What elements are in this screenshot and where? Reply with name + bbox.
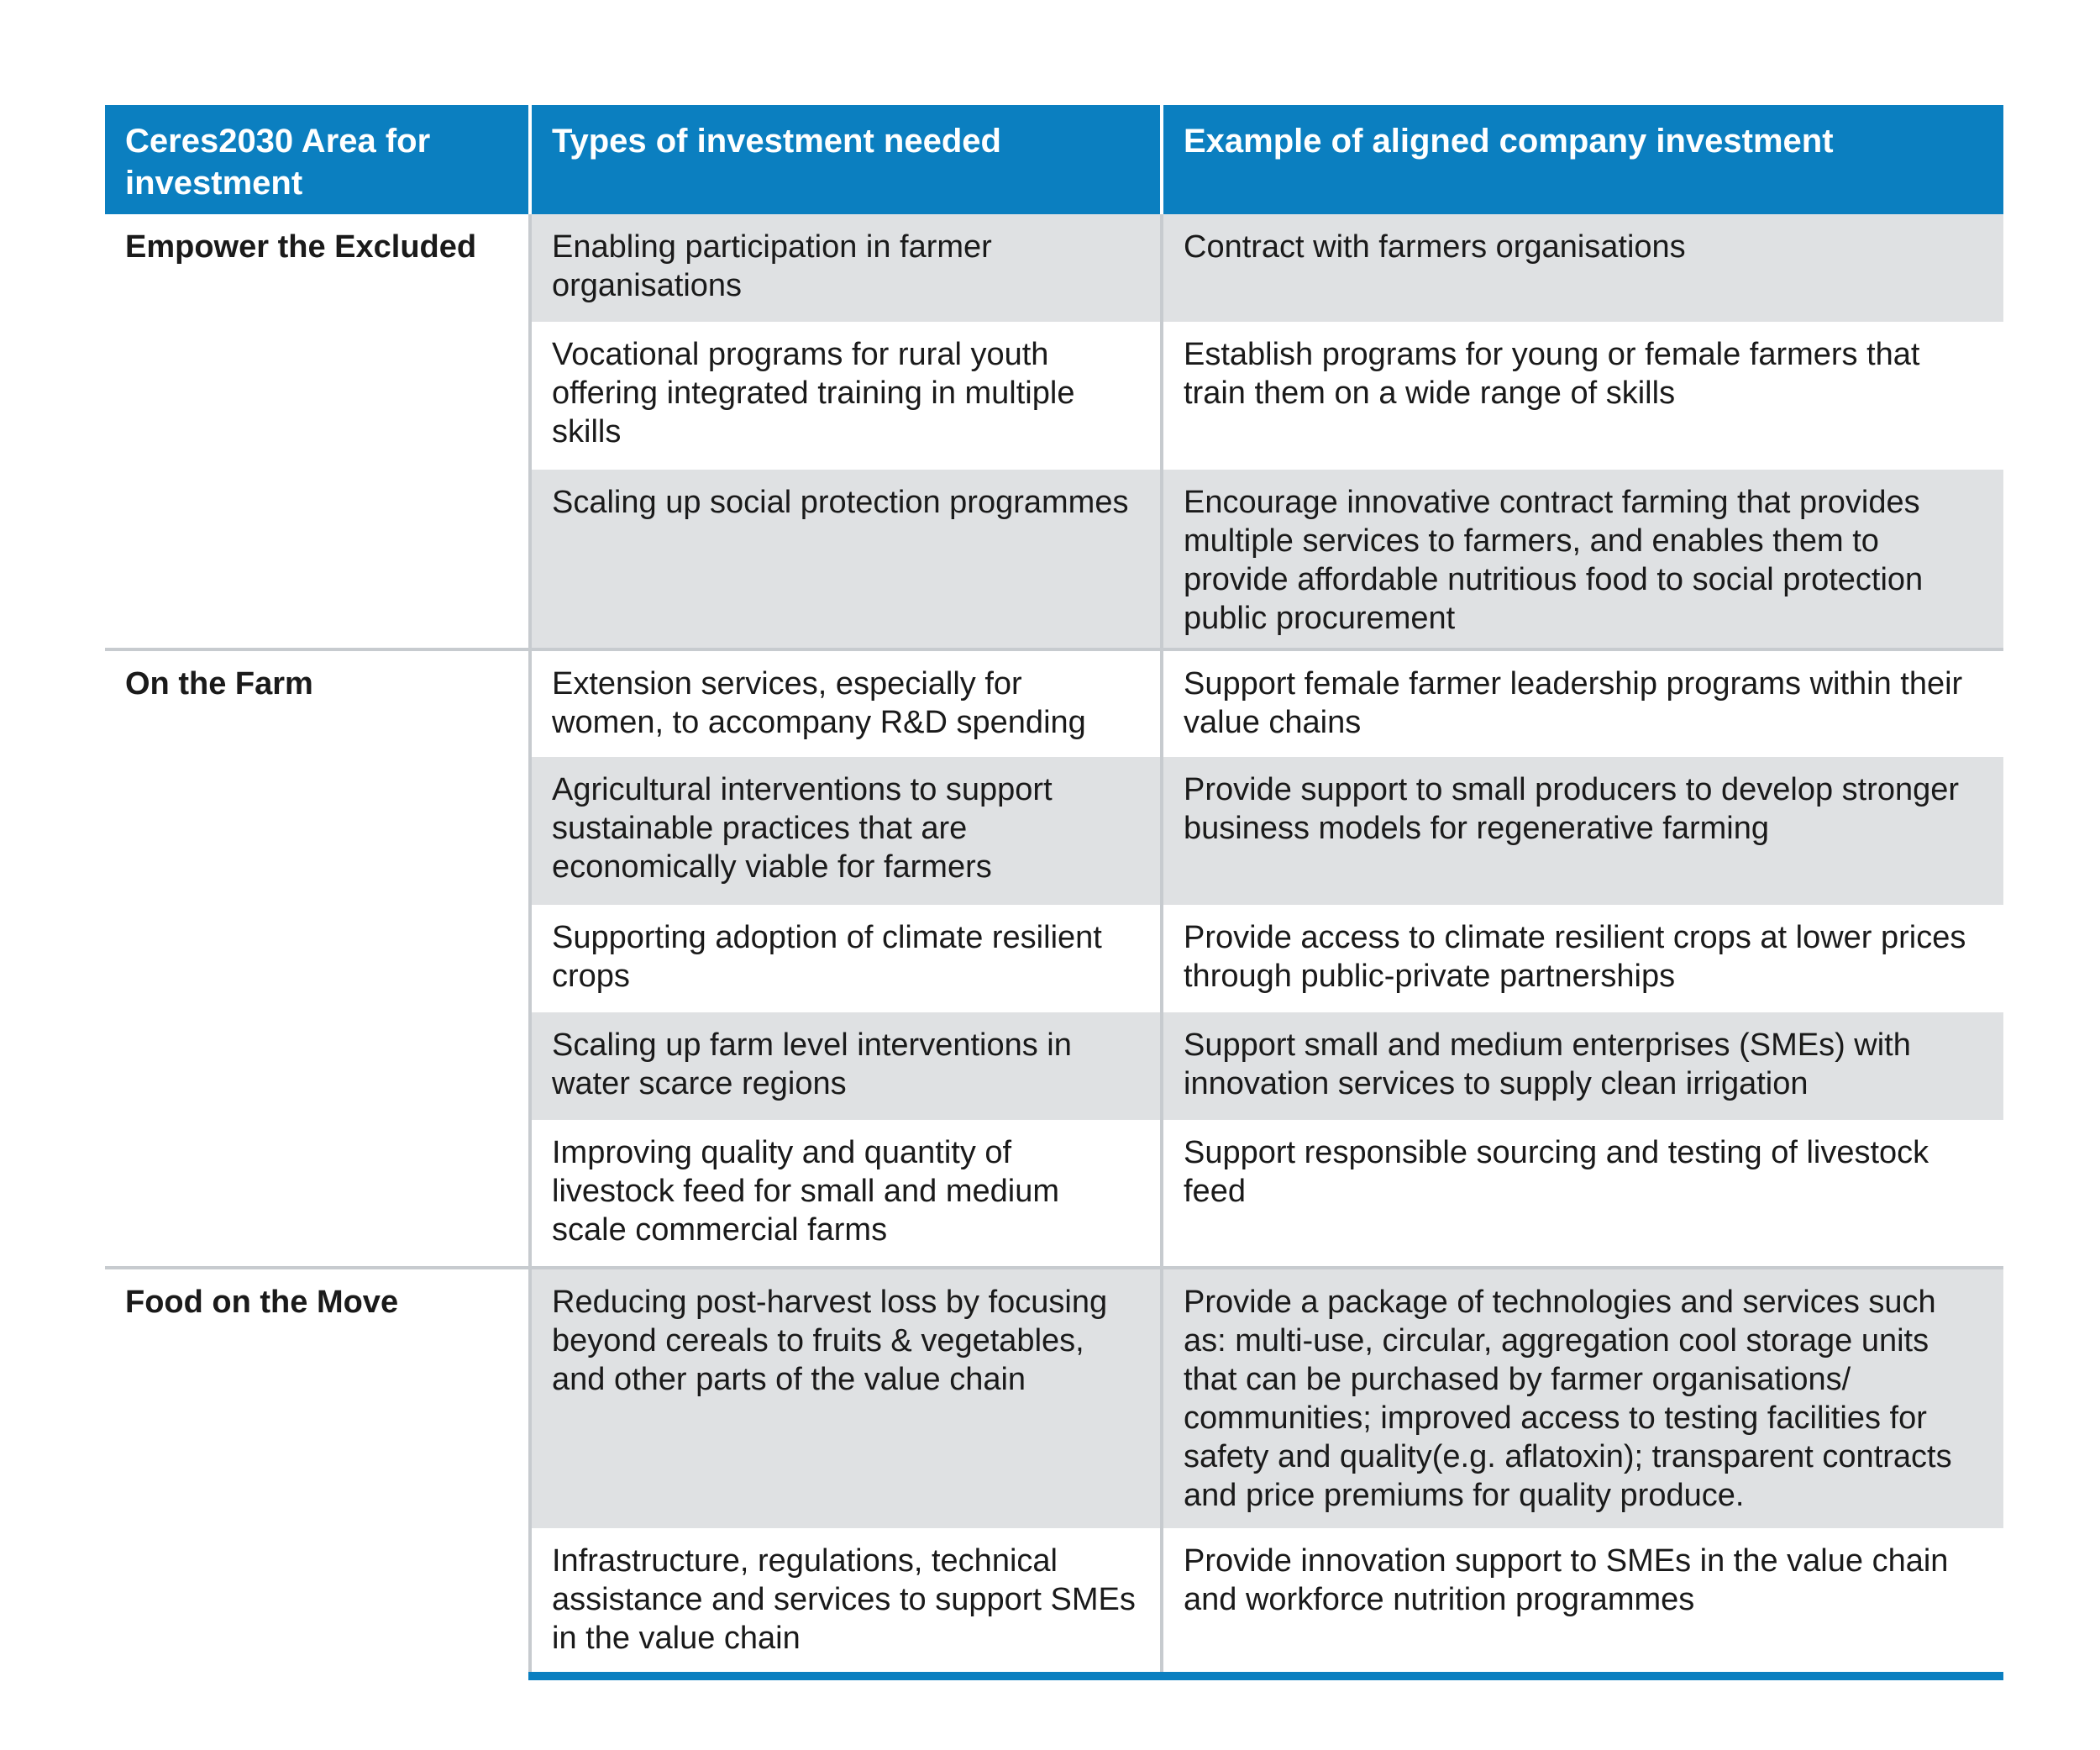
investment-cell: Infrastructure, regulations, technical assistance and services to support SMEs in the value chain <box>530 1528 1162 1676</box>
table-row <box>105 214 2003 322</box>
example-cell: Provide access to climate resilient crops at lower prices through public-private partnerships <box>1162 905 2003 1012</box>
example-cell: Support responsible sourcing and testing of livestock feed <box>1162 1120 2003 1268</box>
investment-table <box>105 105 2003 1680</box>
example-cell: Provide a package of technologies and services such as: multi-use, circular, aggregation cool storage units that can be purchased by farmer organisations/ communities; improved access to testing facilities for safety and quality(e.g. aflatoxin); transparent contracts and price premiums for quality produce. <box>1162 1268 2003 1528</box>
example-cell: Provide support to small producers to develop stronger business models for regenerative farming <box>1162 757 2003 905</box>
header-investment-types: Types of investment needed <box>530 105 1162 214</box>
investment-table-container <box>105 105 2003 1680</box>
header-company-example: Example of aligned company investment <box>1162 105 2003 214</box>
table-row <box>105 1268 2003 1528</box>
investment-cell: Agricultural interventions to support sustainable practices that are economically viable for farmers <box>530 757 1162 905</box>
header-area: Ceres2030 Area for investment <box>105 105 530 214</box>
example-cell: Establish programs for young or female farmers that train them on a wide range of skills <box>1162 322 2003 470</box>
investment-cell: Scaling up farm level interventions in water scarce regions <box>530 1012 1162 1120</box>
investment-cell: Extension services, especially for women, to accompany R&D spending <box>530 649 1162 757</box>
area-cell: Empower the Excluded <box>105 214 530 649</box>
area-cell: On the Farm <box>105 649 530 1268</box>
investment-cell: Improving quality and quantity of livestock feed for small and medium scale commercial farms <box>530 1120 1162 1268</box>
investment-cell: Enabling participation in farmer organisations <box>530 214 1162 322</box>
area-cell: Food on the Move <box>105 1268 530 1676</box>
example-cell: Provide innovation support to SMEs in the value chain and workforce nutrition programmes <box>1162 1528 2003 1676</box>
example-cell: Support female farmer leadership programs within their value chains <box>1162 649 2003 757</box>
example-cell: Support small and medium enterprises (SMEs) with innovation services to supply clean irrigation <box>1162 1012 2003 1120</box>
investment-cell: Scaling up social protection programmes <box>530 470 1162 649</box>
investment-cell: Reducing post-harvest loss by focusing beyond cereals to fruits & vegetables, and other parts of the value chain <box>530 1268 1162 1528</box>
example-cell: Encourage innovative contract farming that provides multiple services to farmers, and enables them to provide affordable nutritious food to social protection public procurement <box>1162 470 2003 649</box>
example-cell: Contract with farmers organisations <box>1162 214 2003 322</box>
header-row <box>105 105 2003 214</box>
investment-cell: Supporting adoption of climate resilient crops <box>530 905 1162 1012</box>
investment-cell: Vocational programs for rural youth offering integrated training in multiple skills <box>530 322 1162 470</box>
table-row <box>105 649 2003 757</box>
